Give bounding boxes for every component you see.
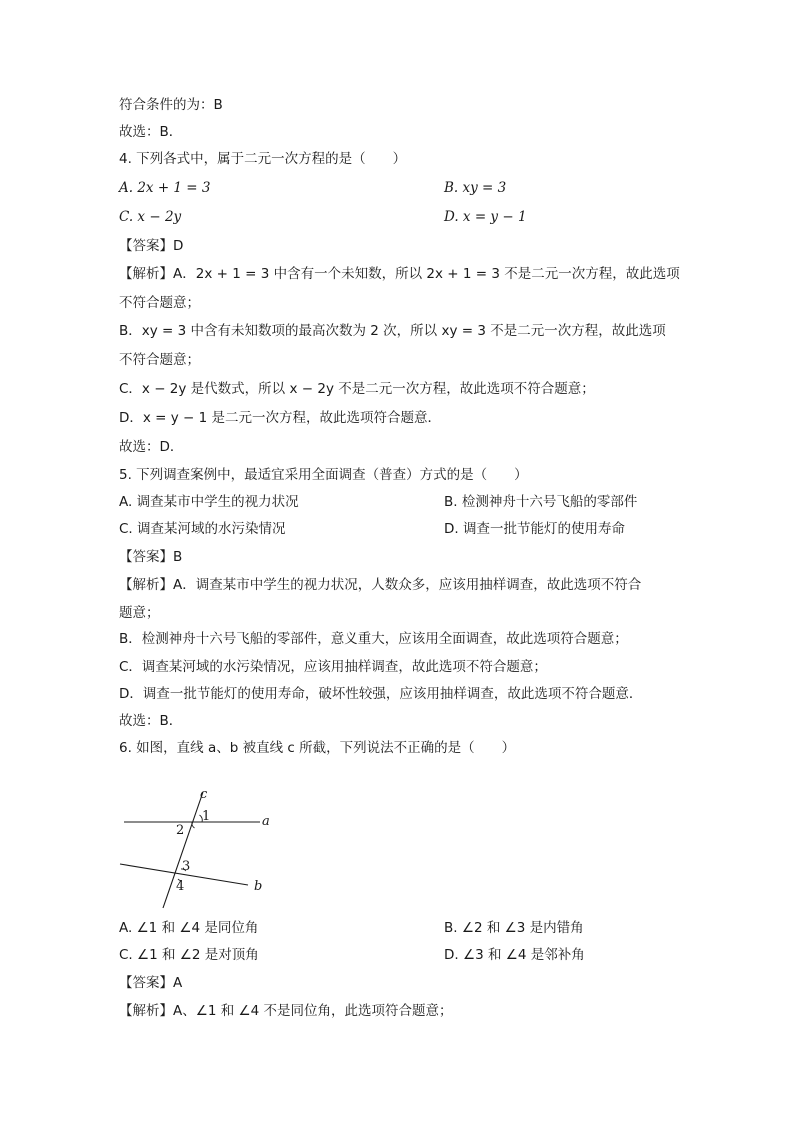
q6-option-c: C. ∠1 和 ∠2 是对顶角: [119, 947, 259, 963]
q6-option-b: B. ∠2 和 ∠3 是内错角: [444, 920, 584, 936]
text-line: 故选：B．: [119, 124, 183, 140]
q4-option-d: D. x = y − 1: [444, 209, 527, 225]
q4-explanation-line: B．xy = 3 中含有未知数项的最高次数为 2 次，所以 xy = 3 不是二元一次方程，故此选项: [119, 323, 666, 339]
q6-answer: 【答案】A: [119, 975, 183, 991]
q5-explanation-line: B．检测神舟十六号飞船的零部件，意义重大，应该用全面调查，故此选项符合题意；: [119, 631, 628, 647]
q5-explanation-line: 题意；: [119, 605, 160, 621]
q5-explanation-line: C．调查某河域的水污染情况，应该用抽样调查，故此选项不符合题意；: [119, 659, 547, 675]
q5-option-a: A. 调查某市中学生的视力状况: [119, 494, 299, 510]
q5-option-b: B. 检测神舟十六号飞船的零部件: [444, 494, 638, 510]
q4-explanation-line: 不符合题意；: [119, 295, 200, 311]
label-c: c: [200, 787, 208, 802]
q5-selection: 故选：B．: [119, 713, 183, 729]
q4-selection: 故选：D．: [119, 439, 184, 455]
angle-label-3: 3: [182, 859, 191, 874]
question-4-title: 4. 下列各式中，属于二元一次方程的是（ ）: [119, 151, 407, 167]
q5-option-d: D. 调查一批节能灯的使用寿命: [444, 521, 625, 537]
q5-option-c: C. 调查某河域的水污染情况: [119, 521, 286, 537]
angle-label-1: 1: [202, 809, 211, 824]
label-a: a: [262, 814, 270, 829]
q4-explanation-line: D．x = y − 1 是二元一次方程，故此选项符合题意．: [119, 410, 442, 426]
q4-explanation-line: C．x − 2y 是代数式，所以 x − 2y 不是二元一次方程，故此选项不符合题意；: [119, 381, 595, 397]
text-line: 符合条件的为：B: [119, 97, 223, 113]
label-b: b: [254, 879, 263, 894]
q5-explanation-line: D．调查一批节能灯的使用寿命，破坏性较强，应该用抽样调查，故此选项不符合题意．: [119, 686, 643, 702]
q6-explanation-line: 【解析】A、∠1 和 ∠4 不是同位角，此选项符合题意；: [119, 1003, 453, 1019]
question-5-title: 5. 下列调查案例中，最适宜采用全面调查（普查）方式的是（ ）: [119, 467, 528, 483]
q4-option-c: C. x − 2y: [119, 209, 182, 225]
angle-label-2: 2: [176, 823, 185, 838]
intersecting-lines-figure: [110, 784, 280, 914]
q4-explanation-line: 不符合题意；: [119, 352, 200, 368]
angle-label-4: 4: [176, 879, 185, 894]
q5-explanation-line: 【解析】A．调查某市中学生的视力状况，人数众多，应该用抽样调查，故此选项不符合: [119, 577, 642, 593]
angle-2-arc: [192, 822, 195, 828]
q6-option-d: D. ∠3 和 ∠4 是邻补角: [444, 947, 585, 963]
question-6-title: 6. 如图，直线 a、b 被直线 c 所截，下列说法不正确的是（ ）: [119, 740, 516, 756]
q5-answer: 【答案】B: [119, 549, 183, 565]
q4-answer: 【答案】D: [119, 238, 184, 254]
q4-explanation-line: 【解析】A．2x + 1 = 3 中含有一个未知数，所以 2x + 1 = 3 不是二元一次方程，故此选项: [119, 266, 680, 282]
q4-option-b: B. xy = 3: [444, 180, 507, 196]
q4-option-a: A. 2x + 1 = 3: [119, 180, 211, 196]
q6-option-a: A. ∠1 和 ∠4 是同位角: [119, 920, 259, 936]
